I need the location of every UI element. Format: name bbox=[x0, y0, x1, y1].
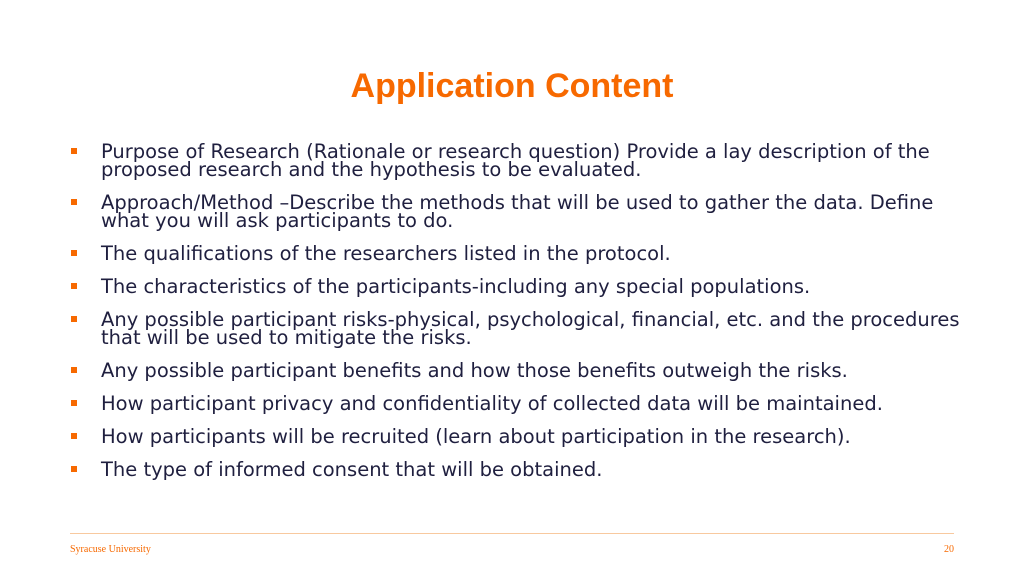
bullet-item bbox=[70, 459, 970, 479]
square-bullet-icon bbox=[71, 433, 77, 439]
bullet-item bbox=[70, 393, 970, 413]
bullet-text: How participants will be recruited (learn about participation in the research). bbox=[101, 425, 851, 448]
bullet-text: Approach/Method –Describe the methods that will be used to gather the data. Define what you will ask participants to do. bbox=[101, 191, 934, 232]
bullet-item bbox=[70, 360, 970, 380]
bullet-item bbox=[70, 141, 970, 179]
bullet-text: The qualifications of the researchers listed in the protocol. bbox=[101, 242, 671, 265]
bullet-item bbox=[70, 192, 970, 230]
bullet-text: The characteristics of the participants-including any special populations. bbox=[101, 275, 811, 298]
bullet-text: Any possible participant risks-physical, psychological, financial, etc. and the procedures that will be used to mitigate the risks. bbox=[101, 308, 960, 349]
bullet-text: The type of informed consent that will be obtained. bbox=[101, 458, 603, 481]
square-bullet-icon bbox=[71, 316, 77, 322]
bullet-item bbox=[70, 276, 970, 296]
square-bullet-icon bbox=[71, 148, 77, 154]
bullet-item bbox=[70, 243, 970, 263]
bullet-item bbox=[70, 426, 970, 446]
square-bullet-icon bbox=[71, 466, 77, 472]
bullet-text: Any possible participant benefits and how those benefits outweigh the risks. bbox=[101, 359, 848, 382]
square-bullet-icon bbox=[71, 400, 77, 406]
square-bullet-icon bbox=[71, 367, 77, 373]
square-bullet-icon bbox=[71, 199, 77, 205]
square-bullet-icon bbox=[71, 283, 77, 289]
bullet-text: How participant privacy and confidentiality of collected data will be maintained. bbox=[101, 392, 883, 415]
page-number: 20 bbox=[944, 544, 954, 555]
footer-divider bbox=[70, 533, 954, 534]
footer-organization: Syracuse University bbox=[70, 544, 151, 555]
square-bullet-icon bbox=[71, 250, 77, 256]
slide-title: Application Content bbox=[350, 67, 674, 105]
bullet-text: Purpose of Research (Rationale or research question) Provide a lay description of the proposed research and the hypothesis to be evaluated. bbox=[101, 140, 930, 181]
bullet-list bbox=[70, 141, 970, 492]
bullet-item bbox=[70, 309, 970, 347]
